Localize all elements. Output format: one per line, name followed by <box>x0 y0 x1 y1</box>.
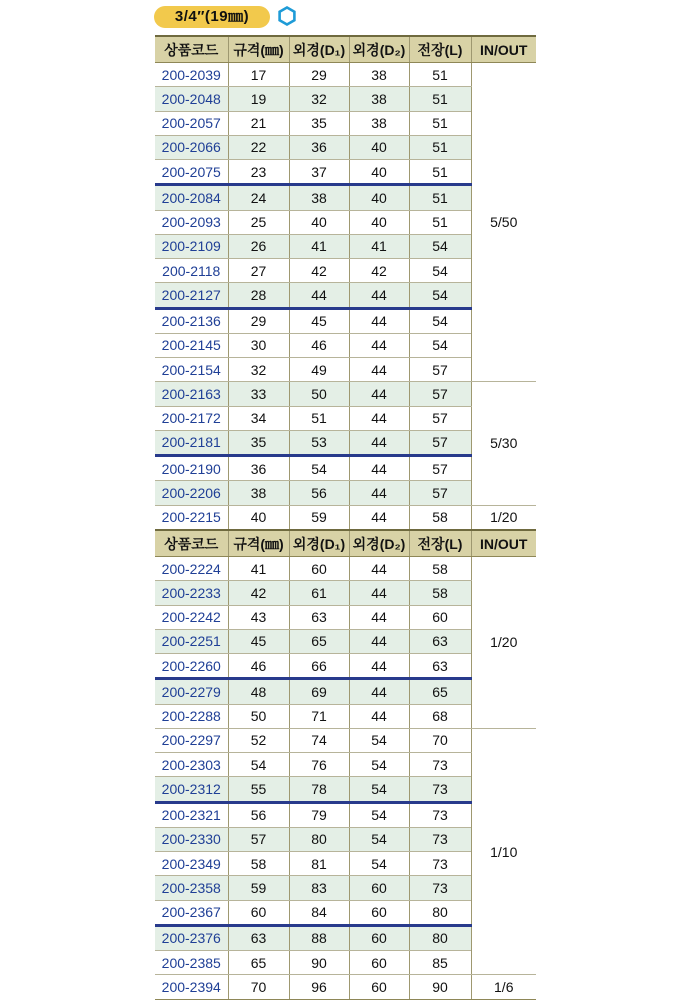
cell-outer-d1: 80 <box>289 827 349 851</box>
cell-outer-d2: 44 <box>349 456 409 481</box>
cell-outer-d1: 32 <box>289 87 349 111</box>
cell-length: 57 <box>409 358 471 382</box>
spec-table-1 <box>155 35 536 530</box>
cell-code: 200-2154 <box>155 358 228 382</box>
cell-size: 19 <box>228 87 289 111</box>
cell-outer-d1: 44 <box>289 283 349 308</box>
cell-outer-d1: 29 <box>289 63 349 87</box>
cell-size: 56 <box>228 802 289 827</box>
cell-outer-d2: 60 <box>349 900 409 925</box>
cell-code: 200-2190 <box>155 456 228 481</box>
cell-length: 51 <box>409 87 471 111</box>
cell-outer-d1: 69 <box>289 679 349 704</box>
cell-outer-d2: 44 <box>349 333 409 357</box>
cell-outer-d2: 44 <box>349 308 409 333</box>
cell-length: 80 <box>409 900 471 925</box>
cell-code: 200-2127 <box>155 283 228 308</box>
hex-socket-icon <box>277 6 297 26</box>
table-row <box>155 505 536 529</box>
cell-size: 28 <box>228 283 289 308</box>
cell-size: 40 <box>228 505 289 529</box>
cell-length: 73 <box>409 876 471 900</box>
header-outer-d2: 외경(D₂) <box>349 530 409 557</box>
cell-size: 46 <box>228 654 289 679</box>
cell-size: 42 <box>228 581 289 605</box>
cell-length: 51 <box>409 160 471 185</box>
cell-length: 51 <box>409 111 471 135</box>
cell-length: 73 <box>409 777 471 802</box>
cell-length: 58 <box>409 505 471 529</box>
cell-code: 200-2109 <box>155 234 228 258</box>
cell-outer-d2: 44 <box>349 654 409 679</box>
header-length: 전장(L) <box>409 36 471 63</box>
spec-table-2 <box>155 529 536 1000</box>
header-inout: IN/OUT <box>471 36 536 63</box>
cell-outer-d2: 54 <box>349 753 409 777</box>
cell-code: 200-2288 <box>155 704 228 728</box>
cell-outer-d1: 35 <box>289 111 349 135</box>
cell-size: 63 <box>228 925 289 950</box>
cell-length: 51 <box>409 63 471 87</box>
cell-size: 50 <box>228 704 289 728</box>
cell-code: 200-2093 <box>155 210 228 234</box>
cell-outer-d1: 84 <box>289 900 349 925</box>
cell-outer-d1: 66 <box>289 654 349 679</box>
cell-outer-d1: 41 <box>289 234 349 258</box>
header-code: 상품코드 <box>155 530 228 557</box>
header-outer-d1: 외경(D₁) <box>289 36 349 63</box>
cell-length: 51 <box>409 185 471 210</box>
cell-code: 200-2224 <box>155 557 228 581</box>
cell-size: 38 <box>228 481 289 505</box>
cell-length: 57 <box>409 481 471 505</box>
cell-inout: 1/20 <box>471 557 536 729</box>
cell-size: 59 <box>228 876 289 900</box>
header-outer-d2: 외경(D₂) <box>349 36 409 63</box>
cell-outer-d1: 37 <box>289 160 349 185</box>
cell-length: 57 <box>409 456 471 481</box>
cell-size: 52 <box>228 728 289 752</box>
cell-outer-d2: 44 <box>349 581 409 605</box>
cell-size: 58 <box>228 852 289 876</box>
cell-outer-d1: 90 <box>289 951 349 975</box>
cell-code: 200-2163 <box>155 382 228 406</box>
cell-length: 54 <box>409 333 471 357</box>
cell-length: 54 <box>409 308 471 333</box>
cell-outer-d1: 49 <box>289 358 349 382</box>
cell-size: 32 <box>228 358 289 382</box>
cell-outer-d2: 40 <box>349 185 409 210</box>
cell-code: 200-2321 <box>155 802 228 827</box>
cell-outer-d1: 65 <box>289 629 349 653</box>
cell-outer-d1: 61 <box>289 581 349 605</box>
cell-code: 200-2181 <box>155 430 228 455</box>
cell-length: 57 <box>409 406 471 430</box>
cell-code: 200-2242 <box>155 605 228 629</box>
cell-length: 54 <box>409 234 471 258</box>
cell-outer-d2: 38 <box>349 87 409 111</box>
cell-outer-d2: 44 <box>349 382 409 406</box>
cell-outer-d2: 44 <box>349 505 409 529</box>
cell-outer-d2: 54 <box>349 852 409 876</box>
cell-size: 55 <box>228 777 289 802</box>
cell-code: 200-2303 <box>155 753 228 777</box>
cell-outer-d2: 38 <box>349 63 409 87</box>
cell-size: 35 <box>228 430 289 455</box>
cell-outer-d2: 54 <box>349 802 409 827</box>
cell-size: 27 <box>228 259 289 283</box>
cell-code: 200-2312 <box>155 777 228 802</box>
cell-size: 23 <box>228 160 289 185</box>
cell-size: 26 <box>228 234 289 258</box>
cell-size: 22 <box>228 135 289 159</box>
header-size: 규격(㎜) <box>228 36 289 63</box>
cell-length: 54 <box>409 259 471 283</box>
cell-length: 63 <box>409 629 471 653</box>
cell-code: 200-2136 <box>155 308 228 333</box>
cell-inout: 1/6 <box>471 975 536 999</box>
cell-outer-d2: 44 <box>349 557 409 581</box>
cell-length: 57 <box>409 430 471 455</box>
cell-size: 45 <box>228 629 289 653</box>
cell-length: 51 <box>409 135 471 159</box>
cell-outer-d2: 40 <box>349 160 409 185</box>
cell-size: 43 <box>228 605 289 629</box>
cell-outer-d2: 44 <box>349 481 409 505</box>
cell-code: 200-2367 <box>155 900 228 925</box>
cell-outer-d1: 74 <box>289 728 349 752</box>
header-size: 규격(㎜) <box>228 530 289 557</box>
header-outer-d1: 외경(D₁) <box>289 530 349 557</box>
cell-outer-d2: 44 <box>349 430 409 455</box>
cell-outer-d2: 42 <box>349 259 409 283</box>
table-row <box>155 557 536 581</box>
cell-length: 80 <box>409 925 471 950</box>
cell-size: 24 <box>228 185 289 210</box>
table-row <box>155 63 536 87</box>
cell-size: 54 <box>228 753 289 777</box>
header-length: 전장(L) <box>409 530 471 557</box>
cell-outer-d1: 40 <box>289 210 349 234</box>
table-header <box>155 36 536 63</box>
cell-code: 200-2251 <box>155 629 228 653</box>
cell-length: 73 <box>409 852 471 876</box>
cell-outer-d2: 44 <box>349 605 409 629</box>
cell-code: 200-2279 <box>155 679 228 704</box>
cell-length: 54 <box>409 283 471 308</box>
cell-outer-d1: 51 <box>289 406 349 430</box>
cell-outer-d1: 63 <box>289 605 349 629</box>
cell-length: 73 <box>409 802 471 827</box>
cell-outer-d2: 44 <box>349 283 409 308</box>
table-row <box>155 382 536 406</box>
cell-code: 200-2057 <box>155 111 228 135</box>
cell-size: 34 <box>228 406 289 430</box>
cell-outer-d1: 76 <box>289 753 349 777</box>
table-row <box>155 728 536 752</box>
cell-outer-d2: 44 <box>349 629 409 653</box>
cell-outer-d1: 81 <box>289 852 349 876</box>
cell-outer-d1: 71 <box>289 704 349 728</box>
cell-code: 200-2260 <box>155 654 228 679</box>
cell-length: 70 <box>409 728 471 752</box>
cell-outer-d2: 44 <box>349 358 409 382</box>
cell-inout: 1/20 <box>471 505 536 529</box>
cell-outer-d1: 60 <box>289 557 349 581</box>
cell-code: 200-2233 <box>155 581 228 605</box>
cell-code: 200-2084 <box>155 185 228 210</box>
size-title-badge: 3/4″(19㎜) <box>154 6 270 28</box>
cell-inout: 5/50 <box>471 63 536 382</box>
cell-size: 29 <box>228 308 289 333</box>
cell-code: 200-2385 <box>155 951 228 975</box>
cell-length: 60 <box>409 605 471 629</box>
cell-length: 85 <box>409 951 471 975</box>
cell-code: 200-2330 <box>155 827 228 851</box>
cell-size: 36 <box>228 456 289 481</box>
table-header <box>155 530 536 557</box>
cell-code: 200-2145 <box>155 333 228 357</box>
header-inout: IN/OUT <box>471 530 536 557</box>
cell-outer-d1: 56 <box>289 481 349 505</box>
cell-outer-d2: 44 <box>349 679 409 704</box>
cell-length: 58 <box>409 557 471 581</box>
cell-size: 21 <box>228 111 289 135</box>
cell-outer-d1: 38 <box>289 185 349 210</box>
cell-inout: 5/30 <box>471 382 536 505</box>
cell-outer-d1: 36 <box>289 135 349 159</box>
cell-length: 73 <box>409 827 471 851</box>
cell-outer-d2: 60 <box>349 951 409 975</box>
cell-outer-d1: 59 <box>289 505 349 529</box>
cell-outer-d2: 60 <box>349 975 409 999</box>
cell-code: 200-2376 <box>155 925 228 950</box>
cell-outer-d1: 42 <box>289 259 349 283</box>
cell-outer-d1: 96 <box>289 975 349 999</box>
cell-outer-d2: 54 <box>349 728 409 752</box>
table-row <box>155 975 536 999</box>
cell-size: 70 <box>228 975 289 999</box>
cell-code: 200-2118 <box>155 259 228 283</box>
cell-outer-d2: 41 <box>349 234 409 258</box>
cell-size: 33 <box>228 382 289 406</box>
header-code: 상품코드 <box>155 36 228 63</box>
cell-size: 48 <box>228 679 289 704</box>
cell-inout: 1/10 <box>471 728 536 975</box>
cell-size: 30 <box>228 333 289 357</box>
cell-code: 200-2358 <box>155 876 228 900</box>
cell-code: 200-2297 <box>155 728 228 752</box>
cell-size: 17 <box>228 63 289 87</box>
cell-outer-d1: 50 <box>289 382 349 406</box>
cell-outer-d1: 53 <box>289 430 349 455</box>
cell-size: 41 <box>228 557 289 581</box>
cell-outer-d2: 44 <box>349 406 409 430</box>
cell-outer-d2: 40 <box>349 135 409 159</box>
cell-outer-d1: 54 <box>289 456 349 481</box>
cell-code: 200-2215 <box>155 505 228 529</box>
cell-length: 58 <box>409 581 471 605</box>
cell-length: 51 <box>409 210 471 234</box>
cell-outer-d2: 54 <box>349 777 409 802</box>
cell-code: 200-2039 <box>155 63 228 87</box>
cell-outer-d1: 79 <box>289 802 349 827</box>
cell-code: 200-2172 <box>155 406 228 430</box>
cell-length: 68 <box>409 704 471 728</box>
cell-outer-d2: 38 <box>349 111 409 135</box>
cell-size: 60 <box>228 900 289 925</box>
cell-size: 25 <box>228 210 289 234</box>
cell-code: 200-2066 <box>155 135 228 159</box>
cell-length: 90 <box>409 975 471 999</box>
cell-outer-d1: 46 <box>289 333 349 357</box>
cell-outer-d1: 45 <box>289 308 349 333</box>
cell-code: 200-2206 <box>155 481 228 505</box>
cell-outer-d1: 83 <box>289 876 349 900</box>
cell-outer-d2: 60 <box>349 876 409 900</box>
cell-length: 63 <box>409 654 471 679</box>
cell-size: 57 <box>228 827 289 851</box>
cell-length: 73 <box>409 753 471 777</box>
cell-outer-d1: 88 <box>289 925 349 950</box>
cell-outer-d2: 54 <box>349 827 409 851</box>
cell-size: 65 <box>228 951 289 975</box>
cell-code: 200-2075 <box>155 160 228 185</box>
cell-outer-d2: 40 <box>349 210 409 234</box>
cell-code: 200-2048 <box>155 87 228 111</box>
cell-outer-d2: 60 <box>349 925 409 950</box>
cell-outer-d1: 78 <box>289 777 349 802</box>
cell-code: 200-2349 <box>155 852 228 876</box>
cell-code: 200-2394 <box>155 975 228 999</box>
cell-length: 65 <box>409 679 471 704</box>
cell-outer-d2: 44 <box>349 704 409 728</box>
cell-length: 57 <box>409 382 471 406</box>
